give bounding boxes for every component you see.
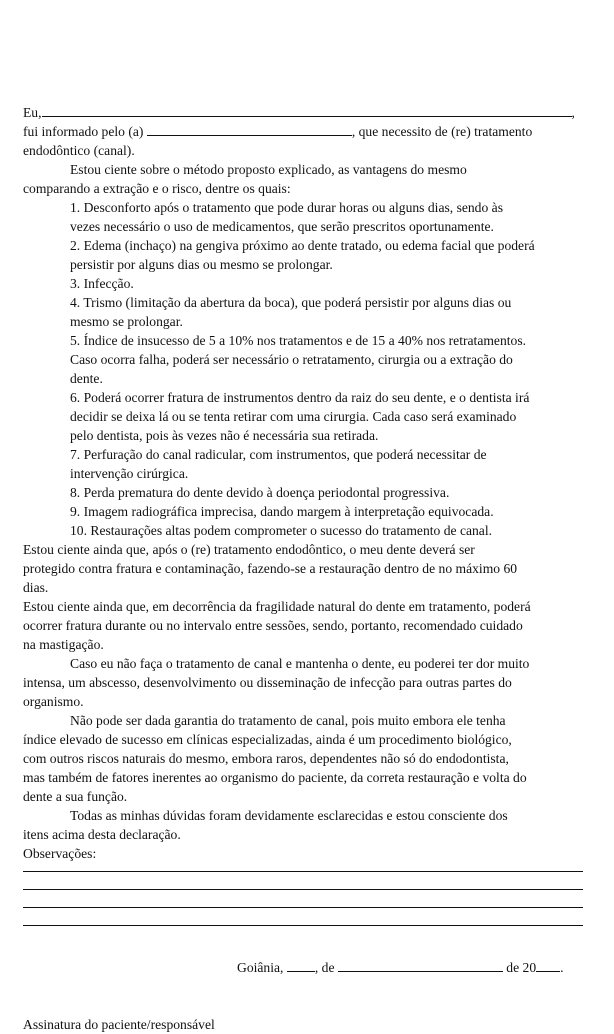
risk-item: 3. Infecção. xyxy=(70,276,134,291)
paragraph-line: dente a sua função. xyxy=(23,789,128,804)
month-field[interactable] xyxy=(338,958,503,972)
date-line: Goiânia, , de de 20 . xyxy=(237,960,564,975)
intro-line: comparando a extração e o risco, dentre os quais: xyxy=(23,181,291,196)
observations-line[interactable] xyxy=(23,907,583,908)
observations-line[interactable] xyxy=(23,889,583,890)
risk-item: mesmo se prolongar. xyxy=(70,314,183,329)
patient-signature-label: Assinatura do paciente/responsável xyxy=(23,1017,215,1032)
day-field[interactable] xyxy=(287,958,315,972)
paragraph-line: itens acima desta declaração. xyxy=(23,827,181,842)
paragraph-line: com outros riscos naturais do mesmo, embora raros, dependentes não só do endodontista, xyxy=(23,751,509,766)
intro-line: Estou ciente sobre o método proposto explicado, as vantagens do mesmo xyxy=(70,162,467,177)
paragraph-line: Não pode ser dada garantia do tratamento de canal, pois muito embora ele tenha xyxy=(70,713,506,728)
patient-name-line: Eu, , xyxy=(23,105,575,120)
informed-by-line: fui informado pelo (a) , que necessito de (re) tratamento xyxy=(23,124,533,139)
risk-item: pelo dentista, pois às vezes não é necessária sua retirada. xyxy=(70,428,379,443)
risk-item: dente. xyxy=(70,371,103,386)
risk-item: 5. Índice de insucesso de 5 a 10% nos tratamentos e de 15 a 40% nos retratamentos. xyxy=(70,333,527,348)
paragraph-line: protegido contra fratura e contaminação, fazendo-se a restauração dentro de no máximo 60 xyxy=(23,561,518,576)
paragraph-line: intensa, um abscesso, desenvolvimento ou disseminação de infecção para outras partes do xyxy=(23,675,512,690)
risk-item: 8. Perda prematura do dente devido à doença periodontal progressiva. xyxy=(70,485,450,500)
risk-item: decidir se deixa lá ou se tenta retirar com uma cirurgia. Cada caso será examinado xyxy=(70,409,517,424)
patient-name-field[interactable] xyxy=(42,103,572,117)
risk-item: Caso ocorra falha, poderá ser necessário o retratamento, cirurgia ou a extração do xyxy=(70,352,513,367)
paragraph-line: ocorrer fratura durante ou no intervalo entre sessões, sendo, portanto, recomendado cuidado xyxy=(23,618,523,633)
endodontic-line: endodôntico (canal). xyxy=(23,143,135,158)
risk-item: 2. Edema (inchaço) na gengiva próximo ao dente tratado, ou edema facial que poderá xyxy=(70,238,535,253)
risk-item: persistir por alguns dias ou mesmo se prolongar. xyxy=(70,257,333,272)
risk-item: 1. Desconforto após o tratamento que pode durar horas ou alguns dias, sendo às xyxy=(70,200,504,215)
paragraph-line: Estou ciente ainda que, após o (re) tratamento endodôntico, o meu dente deverá ser xyxy=(23,542,475,557)
paragraph-line: Estou ciente ainda que, em decorrência da fragilidade natural do dente em tratamento, poderá xyxy=(23,599,531,614)
dentist-name-field[interactable] xyxy=(147,122,352,136)
observations-label: Observações: xyxy=(23,846,97,861)
paragraph-line: dias. xyxy=(23,580,49,595)
paragraph-line: na mastigação. xyxy=(23,637,104,652)
observations-line[interactable] xyxy=(23,871,583,872)
observations-line[interactable] xyxy=(23,925,583,926)
paragraph-line: índice elevado de sucesso em clínicas especializadas, ainda é um procedimento biológico, xyxy=(23,732,512,747)
risk-item: 6. Poderá ocorrer fratura de instrumentos dentro da raiz do seu dente, e o dentista irá xyxy=(70,390,530,405)
risk-item: 7. Perfuração do canal radicular, com instrumentos, que poderá necessitar de xyxy=(70,447,487,462)
eu-label: Eu, xyxy=(23,105,42,120)
paragraph-line: mas também de fatores inerentes ao organismo do paciente, da correta restauração e volta do xyxy=(23,770,527,785)
risk-item: 4. Trismo (limitação da abertura da boca), que poderá persistir por alguns dias ou xyxy=(70,295,512,310)
risk-item: intervenção cirúrgica. xyxy=(70,466,189,481)
risk-item: vezes necessário o uso de medicamentos, que serão prescritos oportunamente. xyxy=(70,219,494,234)
risk-item: 10. Restaurações altas podem comprometer o sucesso do tratamento de canal. xyxy=(70,523,493,538)
paragraph-line: Todas as minhas dúvidas foram devidamente esclarecidas e estou consciente dos xyxy=(70,808,508,823)
consent-document xyxy=(23,103,589,926)
year-field[interactable] xyxy=(536,958,560,972)
risk-item: 9. Imagem radiográfica imprecisa, dando margem à interpretação equivocada. xyxy=(70,504,494,519)
city-label: Goiânia, xyxy=(237,960,284,975)
paragraph-line: organismo. xyxy=(23,694,84,709)
paragraph-line: Caso eu não faça o tratamento de canal e mantenha o dente, eu poderei ter dor muito xyxy=(70,656,530,671)
